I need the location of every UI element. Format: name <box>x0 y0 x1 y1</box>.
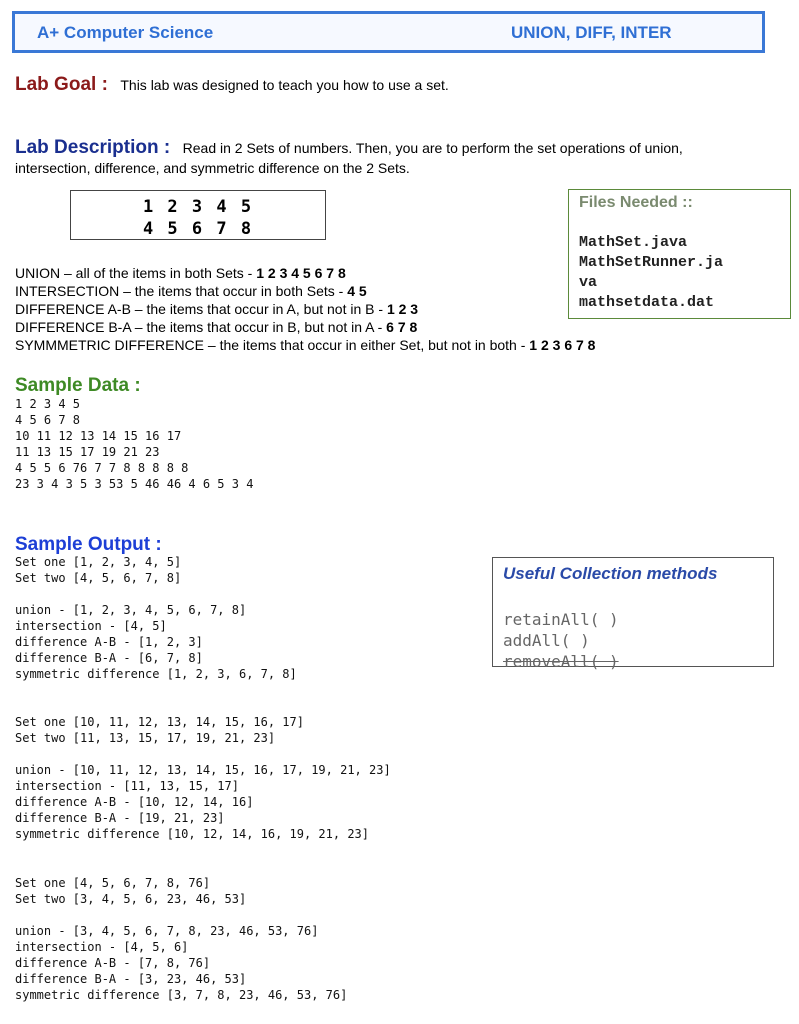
lab-description <box>15 137 785 176</box>
example-set-b: 4 5 6 7 8 <box>142 219 254 239</box>
output-line: Set two [4, 5, 6, 7, 8] <box>15 571 182 585</box>
sample-output-block-2 <box>15 715 391 843</box>
sample-data-line: 1 2 3 4 5 <box>15 397 81 411</box>
file-mathset: MathSet.java <box>579 234 688 251</box>
output-line: symmetric difference [1, 2, 3, 6, 7, 8] <box>15 667 297 681</box>
file-mathsetrunner: MathSetRunner.ja <box>579 254 724 271</box>
method-removeall: removeAll( ) <box>503 652 619 671</box>
method-retainall: retainAll( ) <box>503 610 619 629</box>
collection-methods-title: Useful Collection methods <box>503 564 718 583</box>
output-line: difference A-B - [10, 12, 14, 16] <box>15 795 254 809</box>
output-line <box>15 587 297 603</box>
definition-intersection: INTERSECTION – the items that occur in both Sets - 4 5 <box>15 283 367 299</box>
files-needed-box <box>568 189 791 319</box>
definition-difference-a-b: DIFFERENCE A-B – the items that occur in A, but not in B - 1 2 3 <box>15 301 419 317</box>
output-line: difference A-B - [7, 8, 76] <box>15 956 211 970</box>
output-line: Set one [1, 2, 3, 4, 5] <box>15 555 182 569</box>
output-line: union - [10, 11, 12, 13, 14, 15, 16, 17, 19, 21, 23] <box>15 763 391 777</box>
sample-data-label: Sample Data : <box>15 375 141 396</box>
lab-description-label: Lab Description : <box>15 137 171 158</box>
sample-data-block <box>15 397 253 493</box>
method-addall: addAll( ) <box>503 631 590 650</box>
sample-data-line: 11 13 15 17 19 21 23 <box>15 445 160 459</box>
sample-data-line: 4 5 6 7 8 <box>15 413 81 427</box>
lab-description-text-1: Read in 2 Sets of numbers. Then, you are to perform the set operations of union, <box>182 140 683 156</box>
output-line: intersection - [11, 13, 15, 17] <box>15 779 239 793</box>
output-line: Set two [11, 13, 15, 17, 19, 21, 23] <box>15 731 276 745</box>
sample-data-line: 10 11 12 13 14 15 16 17 <box>15 429 182 443</box>
example-set-a: 1 2 3 4 5 <box>142 197 254 217</box>
definition-symmetric-difference: SYMMMETRIC DIFFERENCE – the items that occur in either Set, but not in both - 1 2 3 6 7 8 <box>15 337 596 353</box>
file-mathsetdata: mathsetdata.dat <box>579 294 715 311</box>
output-line: difference B-A - [19, 21, 23] <box>15 811 225 825</box>
course-title: A+ Computer Science <box>37 23 214 42</box>
output-line <box>15 908 347 924</box>
sample-output-label: Sample Output : <box>15 534 162 555</box>
output-line: difference B-A - [6, 7, 8] <box>15 651 203 665</box>
output-line: difference B-A - [3, 23, 46, 53] <box>15 972 247 986</box>
lab-title: UNION, DIFF, INTER <box>511 23 672 42</box>
output-line: intersection - [4, 5] <box>15 619 167 633</box>
files-needed-title: Files Needed :: <box>579 194 693 211</box>
definition-union: UNION – all of the items in both Sets - 1 2 3 4 5 6 7 8 <box>15 265 346 281</box>
collection-methods-box <box>492 557 774 671</box>
lab-description-text-2: intersection, difference, and symmetric difference on the 2 Sets. <box>15 160 410 176</box>
file-mathsetrunner-cont: va <box>579 274 598 291</box>
output-line: symmetric difference [3, 7, 8, 23, 46, 53, 76] <box>15 988 348 1002</box>
example-sets-box <box>70 190 326 240</box>
definition-difference-b-a: DIFFERENCE B-A – the items that occur in B, but not in A - 6 7 8 <box>15 319 418 335</box>
sample-data-line: 23 3 4 3 5 3 53 5 46 46 4 6 5 3 4 <box>15 477 254 491</box>
output-line: Set one [4, 5, 6, 7, 8, 76] <box>15 876 211 890</box>
header-banner <box>12 11 765 53</box>
sample-data-line: 4 5 5 6 76 7 7 8 8 8 8 8 <box>15 461 189 475</box>
output-line <box>15 747 391 763</box>
lab-goal-label: Lab Goal : <box>15 74 108 95</box>
output-line: Set one [10, 11, 12, 13, 14, 15, 16, 17] <box>15 715 304 729</box>
output-line: symmetric difference [10, 12, 14, 16, 19, 21, 23] <box>15 827 370 841</box>
output-line: difference A-B - [1, 2, 3] <box>15 635 203 649</box>
output-line: intersection - [4, 5, 6] <box>15 940 189 954</box>
lab-goal-text: This lab was designed to teach you how to use a set. <box>120 77 449 93</box>
sample-output-block-3 <box>15 876 347 1004</box>
lab-goal <box>15 74 449 96</box>
output-line: union - [1, 2, 3, 4, 5, 6, 7, 8] <box>15 603 247 617</box>
output-line: Set two [3, 4, 5, 6, 23, 46, 53] <box>15 892 247 906</box>
sample-output-block-1 <box>15 555 297 683</box>
output-line: union - [3, 4, 5, 6, 7, 8, 23, 46, 53, 76] <box>15 924 319 938</box>
set-operation-definitions <box>15 265 598 355</box>
